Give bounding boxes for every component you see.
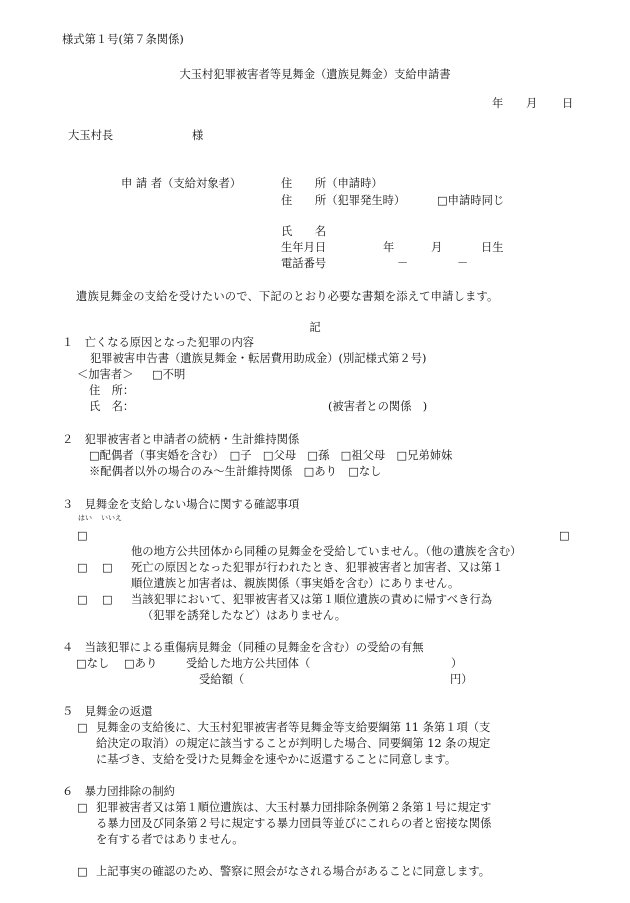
item3-no-checkbox[interactable]: □ — [102, 593, 113, 606]
birth-year-label: 年 — [383, 241, 395, 254]
item1-yes-checkbox[interactable]: □ — [77, 529, 88, 542]
name-label: 氏 名 — [281, 225, 327, 238]
item2-text-line1: 死亡の原因となった犯罪が行われたとき、犯罪被害者と加害者、又は第１ — [131, 561, 504, 574]
item2-text-line2: 順位遺族と加害者は、親族関係（事実婚を含む）にありません。 — [131, 577, 460, 590]
relation-label: (被害者との関係 ) — [328, 400, 428, 413]
perpetrator-name-label: 氏 名： — [89, 400, 135, 413]
gang-text-line2: る暴力団及び同条第２号に規定する暴力団員等並びにこれらの者と密接な関係 — [96, 817, 492, 830]
police-consent-checkbox[interactable]: □ — [77, 865, 88, 878]
section2-heading: ２ 犯罪被害者と申請者の続柄・生計維持関係 — [62, 433, 300, 446]
ki-label: 記 — [309, 321, 321, 334]
address-current-label: 住 所（申請時） — [281, 177, 383, 190]
birthdate-label: 生年月日 — [281, 241, 327, 254]
gang-exclusion-checkbox[interactable]: □ — [77, 801, 88, 814]
refund-text-line1: 見舞金の支給後に、大玉村犯罪被害者等見舞金等支給要綱第 11 条第１項（支 — [96, 721, 491, 734]
applicant-label: 申 請 者（支給対象者） — [121, 177, 242, 190]
date-month-label: 月 — [526, 97, 538, 110]
item2-yes-checkbox[interactable]: □ — [77, 561, 88, 574]
gang-text-line3: を有する者ではありません。 — [96, 833, 244, 846]
amount-yen: 円） — [450, 673, 473, 686]
same-as-application-checkbox[interactable]: □申請時同じ — [437, 194, 505, 207]
birth-day-label: 日生 — [481, 241, 504, 254]
received-from-close: ） — [451, 657, 463, 670]
amount-label: 受給額（ — [199, 673, 245, 686]
received-none-checkbox[interactable]: □なし — [76, 657, 110, 670]
phone-separator: － — [457, 257, 469, 270]
section6-heading: ６ 暴力団排除の制約 — [62, 785, 175, 798]
refund-text-line3: に基づき、支給を受けた見舞金を速やかに返還することに同意します。 — [96, 753, 457, 766]
refund-consent-checkbox[interactable]: □ — [77, 721, 88, 734]
birth-month-label: 月 — [431, 241, 443, 254]
item3-yes-checkbox[interactable]: □ — [77, 593, 88, 606]
no-column-label: いいえ — [101, 514, 122, 522]
date-year-label: 年 — [492, 97, 504, 110]
section4-heading: ４ 当該犯罪による重傷病見舞金（同種の見舞金を含む）の受給の有無 — [62, 641, 424, 654]
intro-text: 遺族見舞金の支給を受けたいので、下記のとおり必要な書類を添えて申請します。 — [76, 290, 499, 303]
received-from-label: 受給した地方公共団体（ — [186, 657, 311, 670]
yes-column-label: はい — [78, 514, 92, 522]
refund-text-line2: 給決定の取消）の規定に該当することが判明した場合、同要綱第 12 条の規定 — [96, 737, 491, 750]
item3-text-line1: 当該犯罪において、犯罪被害者又は第１順位遺族の責めに帰すべき行為 — [131, 593, 493, 606]
unknown-checkbox[interactable]: □不明 — [152, 368, 186, 381]
phone-label: 電話番号 — [281, 257, 327, 270]
item3-text-line2: （犯罪を誘発したなど）はありません。 — [142, 609, 347, 622]
item2-no-checkbox[interactable]: □ — [102, 561, 113, 574]
form-number: 様式第１号(第７条関係) — [62, 33, 184, 46]
addressee: 大玉村長 — [68, 129, 114, 142]
item1-text: 他の地方公共団体から同種の見舞金を受給していません。（他の遺族を含む） — [131, 545, 522, 558]
perpetrator-address-label: 住 所： — [89, 384, 135, 397]
support-relation-note[interactable]: ※配偶者以外の場合のみ～生計維持関係 □あり □なし — [89, 465, 382, 478]
section3-heading: ３ 見舞金を支給しない場合に関する確認事項 — [62, 498, 300, 511]
section5-heading: ５ 見舞金の返還 — [62, 705, 153, 718]
item1-no-checkbox[interactable]: □ — [559, 529, 570, 542]
relation-checkboxes[interactable]: □配偶者（事実婚を含む） □子 □父母 □孫 □祖父母 □兄弟姉妹 — [89, 449, 453, 462]
phone-separator: － — [397, 257, 409, 270]
police-consent-text: 上記事実の確認のため、警察に照会がなされる場合があることに同意します。 — [96, 865, 491, 878]
address-incident-label: 住 所（犯罪発生時） — [281, 194, 406, 207]
form-title: 大玉村犯罪被害者等見舞金（遺族見舞金）支給申請書 — [179, 68, 451, 81]
section1-heading: １ 亡くなる原因となった犯罪の内容 — [62, 336, 255, 349]
gang-text-line1: 犯罪被害者又は第１順位遺族は、大玉村暴力団排除条例第２条第１号に規定す — [96, 801, 492, 814]
perpetrator-label: ＜加害者＞ — [77, 368, 134, 381]
date-day-label: 日 — [562, 97, 574, 110]
received-yes-checkbox[interactable]: □あり — [124, 657, 158, 670]
report-form-line: 犯罪被害申告書（遺族見舞金・転居費用助成金）(別記様式第２号) — [90, 352, 427, 365]
honorific: 様 — [192, 129, 204, 142]
